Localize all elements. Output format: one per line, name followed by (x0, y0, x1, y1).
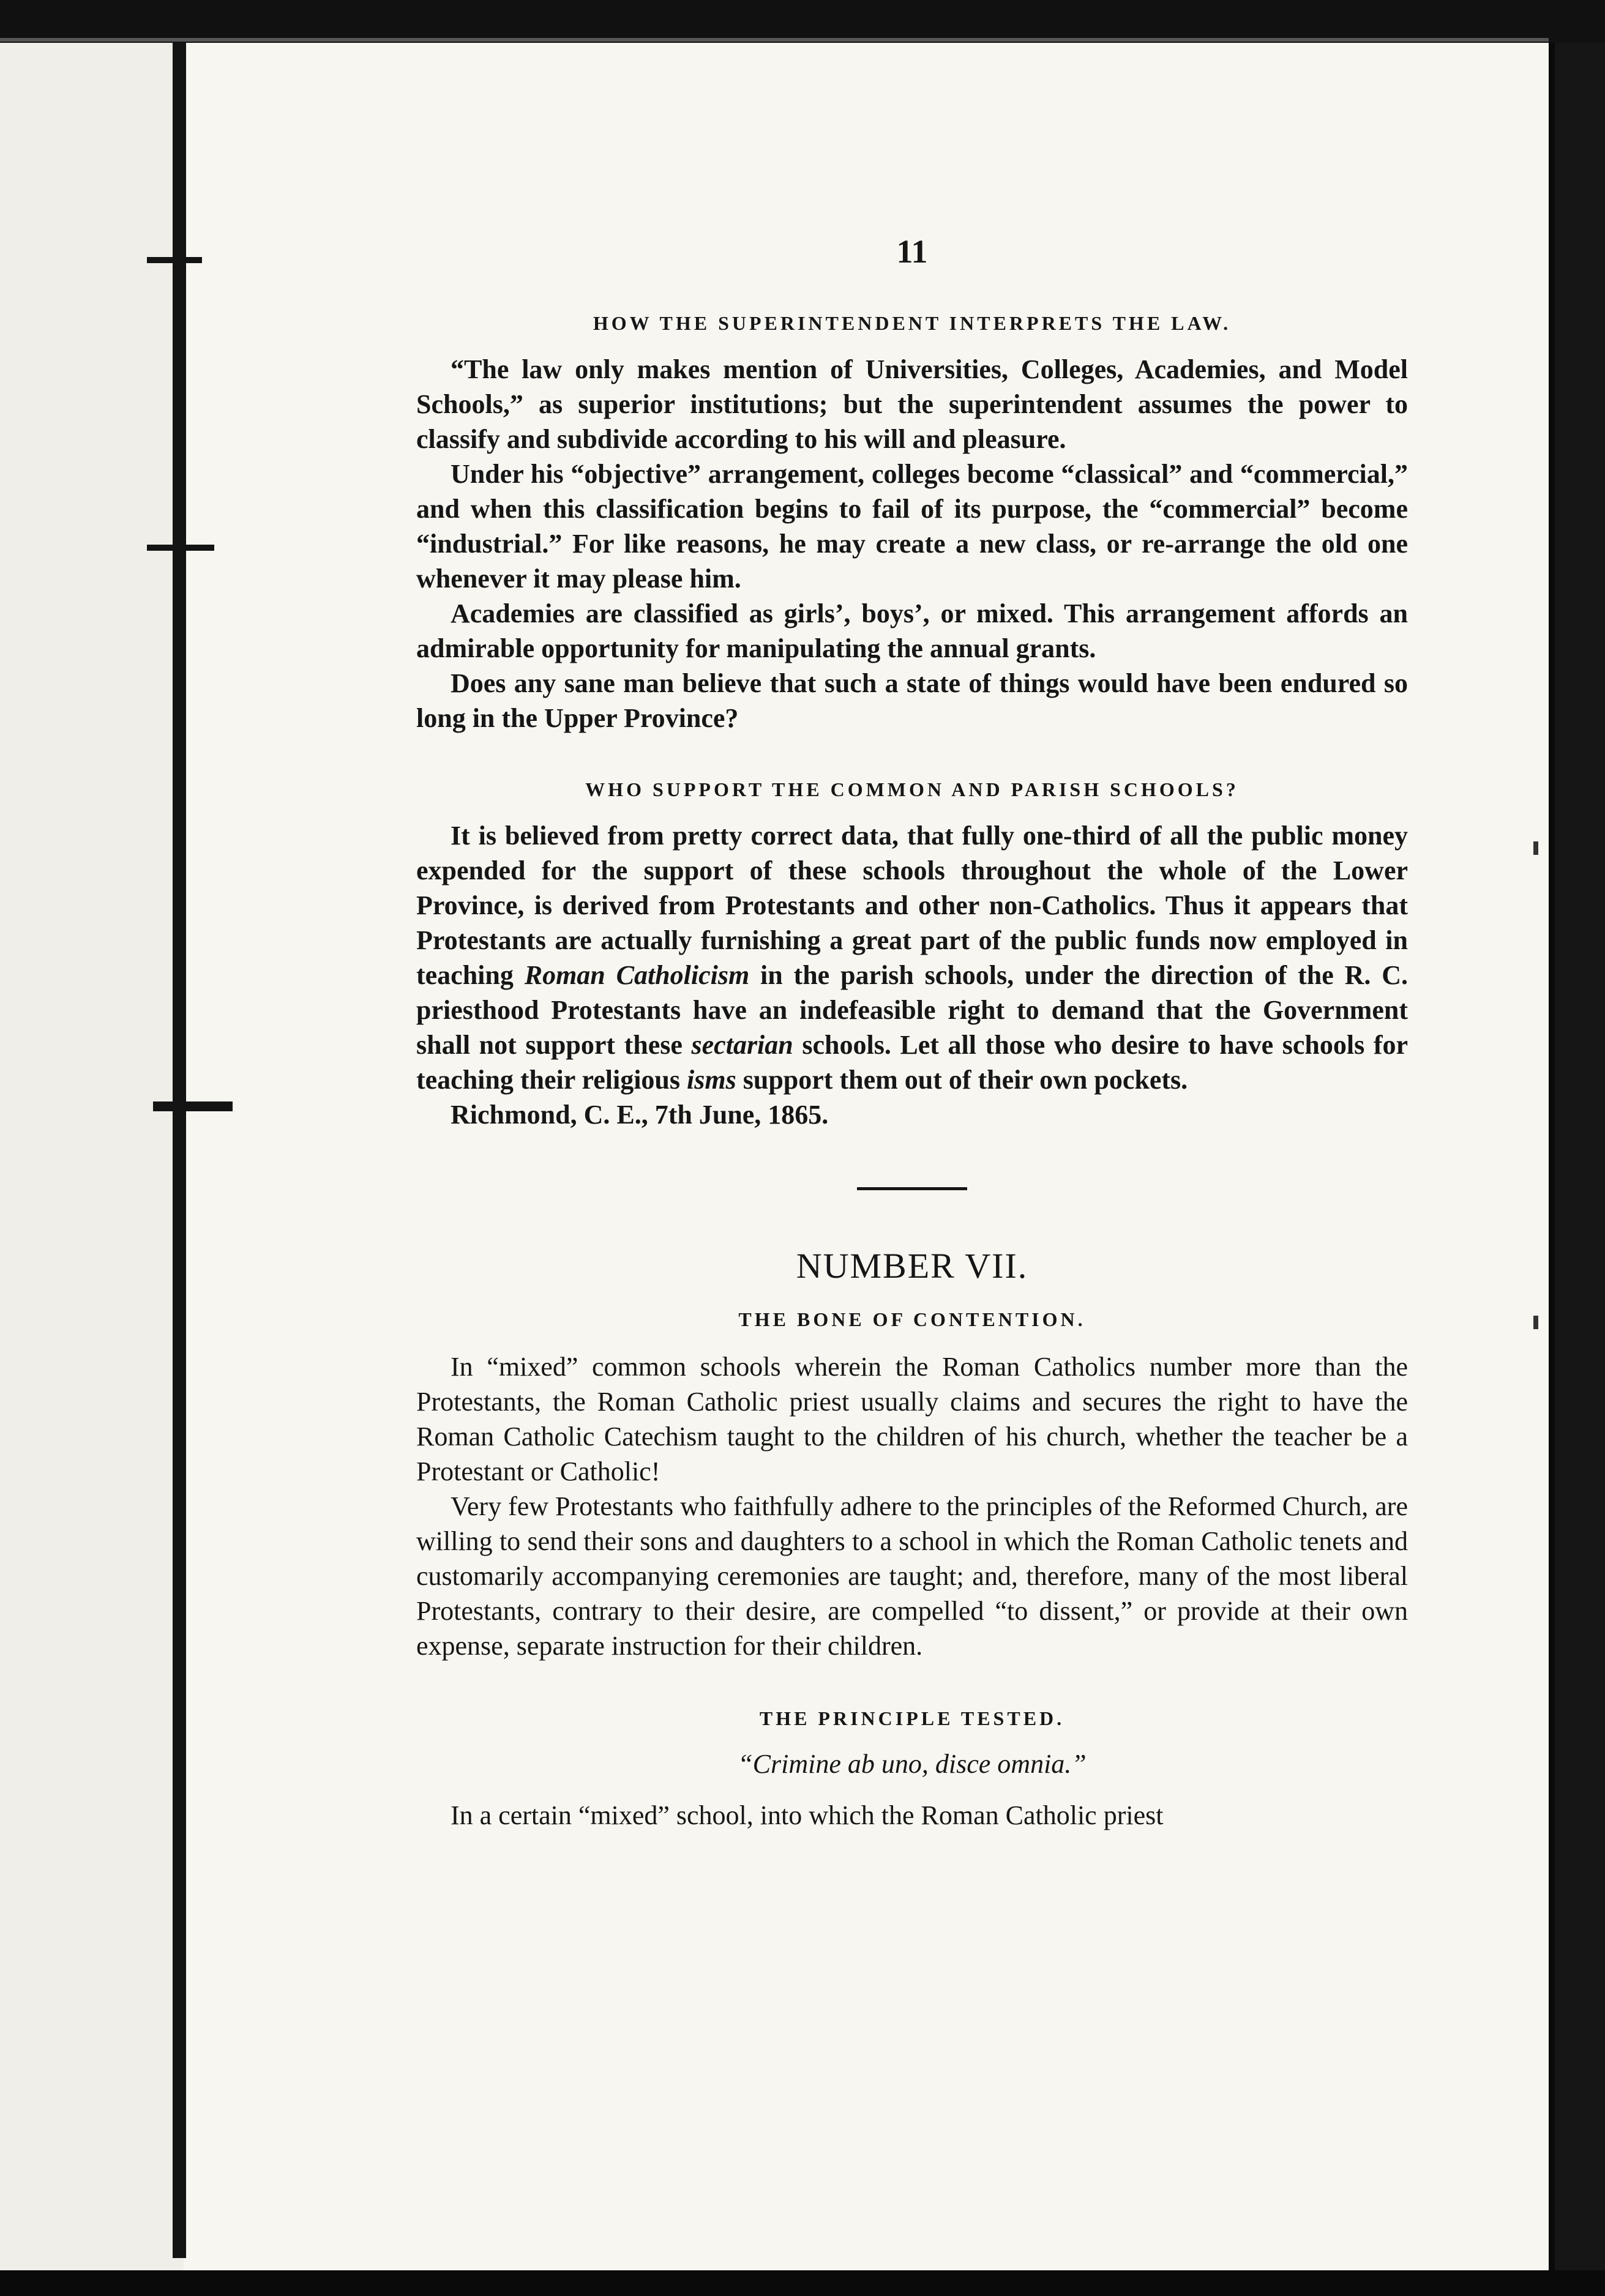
paragraph: Very few Protestants who faithfully adhere to the principles of the Reformed Church, are willing to send their sons and daughters to a school in which the Roman Catholic tenets and customarily accompanying ceremonies are taught; and, therefore, many of the most liberal Protestants, contrary to their desire, are compelled “to dissent,” or provide at their own expense, separate instruction for their children. (416, 1491, 1408, 1661)
scan-bottom-edge (0, 2270, 1605, 2296)
paragraph: Academies are classified as girls’, boys’, or mixed. This arrangement affords an admirable opportunity for manipulating the annual grants. (416, 598, 1408, 663)
scan-top-line (0, 38, 1549, 42)
paragraph: Under his “objective” arrangement, colleges become “classical” and “commercial,” and when this classification begins to fail of its purpose, the “commercial” become “industrial.” For like reasons, he may create a new class, or re-arrange the old one whenever it may please him. (416, 459, 1408, 594)
paragraph: In “mixed” common schools wherein the Roman Catholics number more than the Protestants, the Roman Catholic priest usually claims and secures the right to have the Roman Catholic Catechism taught to the children of his church, whether the teacher be a Protestant or Catholic! (416, 1352, 1408, 1486)
latin-motto: “Crimine ab uno, disce omnia.” (738, 1749, 1087, 1779)
facing-page-strip (0, 43, 184, 2270)
page-content (416, 233, 1408, 1833)
paragraph: “The law only makes mention of Universities, Colleges, Academies, and Model Schools,” as superior institutions; but the superintendent assumes the power to classify and subdivide according to his will and pleasure. (416, 354, 1408, 454)
spine-mark (153, 1101, 233, 1111)
paragraph: In a certain “mixed” school, into which the Roman Catholic priest (451, 1800, 1164, 1830)
chapter-title: NUMBER VII. (796, 1246, 1028, 1286)
paragraph: It is believed from pretty correct data, that fully one-third of all the public money expended for the support of these schools throughout the whole of the Lower Province, is derived from Protestants and other non-Catholics. Thus it appears that Protestants are actually furnishing a great part of the public funds now employed in teaching Roman Catholicism in the parish schools, under the direction of the R. C. priesthood Protestants have an indefeasible right to demand that the Government shall not support these sectarian schools. Let all those who desire to have schools for teaching their religious isms support them out of their own pockets. (416, 821, 1409, 1095)
section-heading-principle: THE PRINCIPLE TESTED. (759, 1707, 1065, 1729)
page-number: 11 (896, 233, 928, 270)
spine-mark (147, 257, 202, 263)
scan-right-edge (1555, 43, 1605, 2296)
section-heading-parish-schools: WHO SUPPORT THE COMMON AND PARISH SCHOOLS? (585, 778, 1239, 800)
signature-dateline: Richmond, C. E., 7th June, 1865. (451, 1100, 829, 1130)
paragraph: Does any sane man believe that such a state of things would have been endured so long in the Upper Province? (416, 668, 1408, 733)
edge-mark (1533, 841, 1538, 855)
section-divider (857, 1187, 967, 1190)
section-heading-superintendent: HOW THE SUPERINTENDENT INTERPRETS THE LAW. (593, 312, 1232, 334)
edge-mark (1533, 1316, 1538, 1329)
spine-mark (147, 545, 214, 551)
scan-top-edge (0, 0, 1605, 43)
book-spine (173, 43, 186, 2258)
section-heading-contention: THE BONE OF CONTENTION. (738, 1308, 1086, 1330)
